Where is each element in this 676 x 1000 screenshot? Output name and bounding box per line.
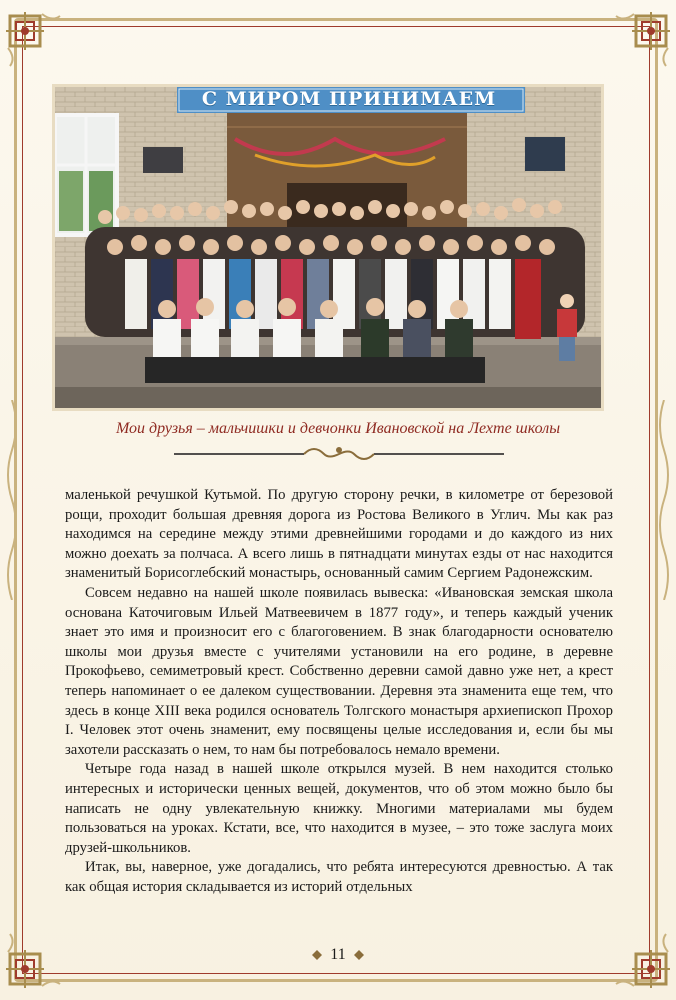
diamond-ornament-icon: [312, 950, 322, 960]
photo-banner-text: С МИРОМ ПРИНИМАЕМ: [201, 88, 497, 110]
corner-ornament-icon: [612, 8, 674, 70]
corner-ornament-icon: [2, 930, 64, 992]
caption-divider-ornament-icon: [174, 440, 504, 460]
paragraph: Итак, вы, наверное, уже догадались, что ребята интересуются древностью. А так как общая история складывается из историй отдельных: [65, 859, 613, 895]
side-ornament-icon: [4, 400, 20, 600]
group-photo: [52, 84, 604, 411]
paragraph: Совсем недавно на нашей школе появилась вывеска: «Ивановская земская школа основана Каточиговым Ильей Матвеевичем в 1877 году», и теперь каждый ученик знает это имя и произносит его с благоговением. В знак благодарности основателю школы мои друзья вместе с учителями установили на его родине, в деревне Прокофьево, семиметровый крест. Собственно деревни самой давно уже нет, а крест теперь напоминает о ее далеком существовании. Деревня эта знаменита еще тем, что здесь в конце XIII века родился основатель Толгского монастыря архиепископ Прохор I. Человек этот очень знаменит, ему посвящены целые исследования и, если бы мы захотели рассказать о нем, то нам бы потребовалось немало времени.: [65, 584, 613, 758]
corner-ornament-icon: [2, 8, 64, 70]
page-number: 11: [330, 946, 346, 963]
group-photo-illustration: [55, 87, 601, 408]
article-body: [65, 486, 613, 897]
paragraph: маленькой речушкой Кутьмой. По другую сторону речки, в километре от березовой рощи, проходит большая древняя дорога из Ростова Великого в Углич. Мы как раз находимся на середине между этими древнейшими городами и до каждого из них можно доехать за полчаса. А всего лишь в пятнадцати минутах езды от нас находится знаменитый Борисоглебский монастырь, основанный самим Сергием Радонежским.: [65, 487, 613, 582]
corner-ornament-icon: [612, 930, 674, 992]
page-number-footer: [290, 944, 386, 966]
side-ornament-icon: [656, 400, 672, 600]
paragraph: Четыре года назад в нашей школе открылся музей. В нем находится столько интересных и исторически ценных вещей, документов, что об этом можно было бы написать не одну увлекательную книжку. Многими материалами мы будем пользоваться на уроках. Кстати, все, что находится в музее, – это тоже заслуга моих друзей-школьников.: [65, 761, 613, 856]
diamond-ornament-icon: [354, 950, 364, 960]
photo-caption: Мои друзья – мальчишки и девчонки Ивановской на Лехте школы: [115, 420, 561, 437]
